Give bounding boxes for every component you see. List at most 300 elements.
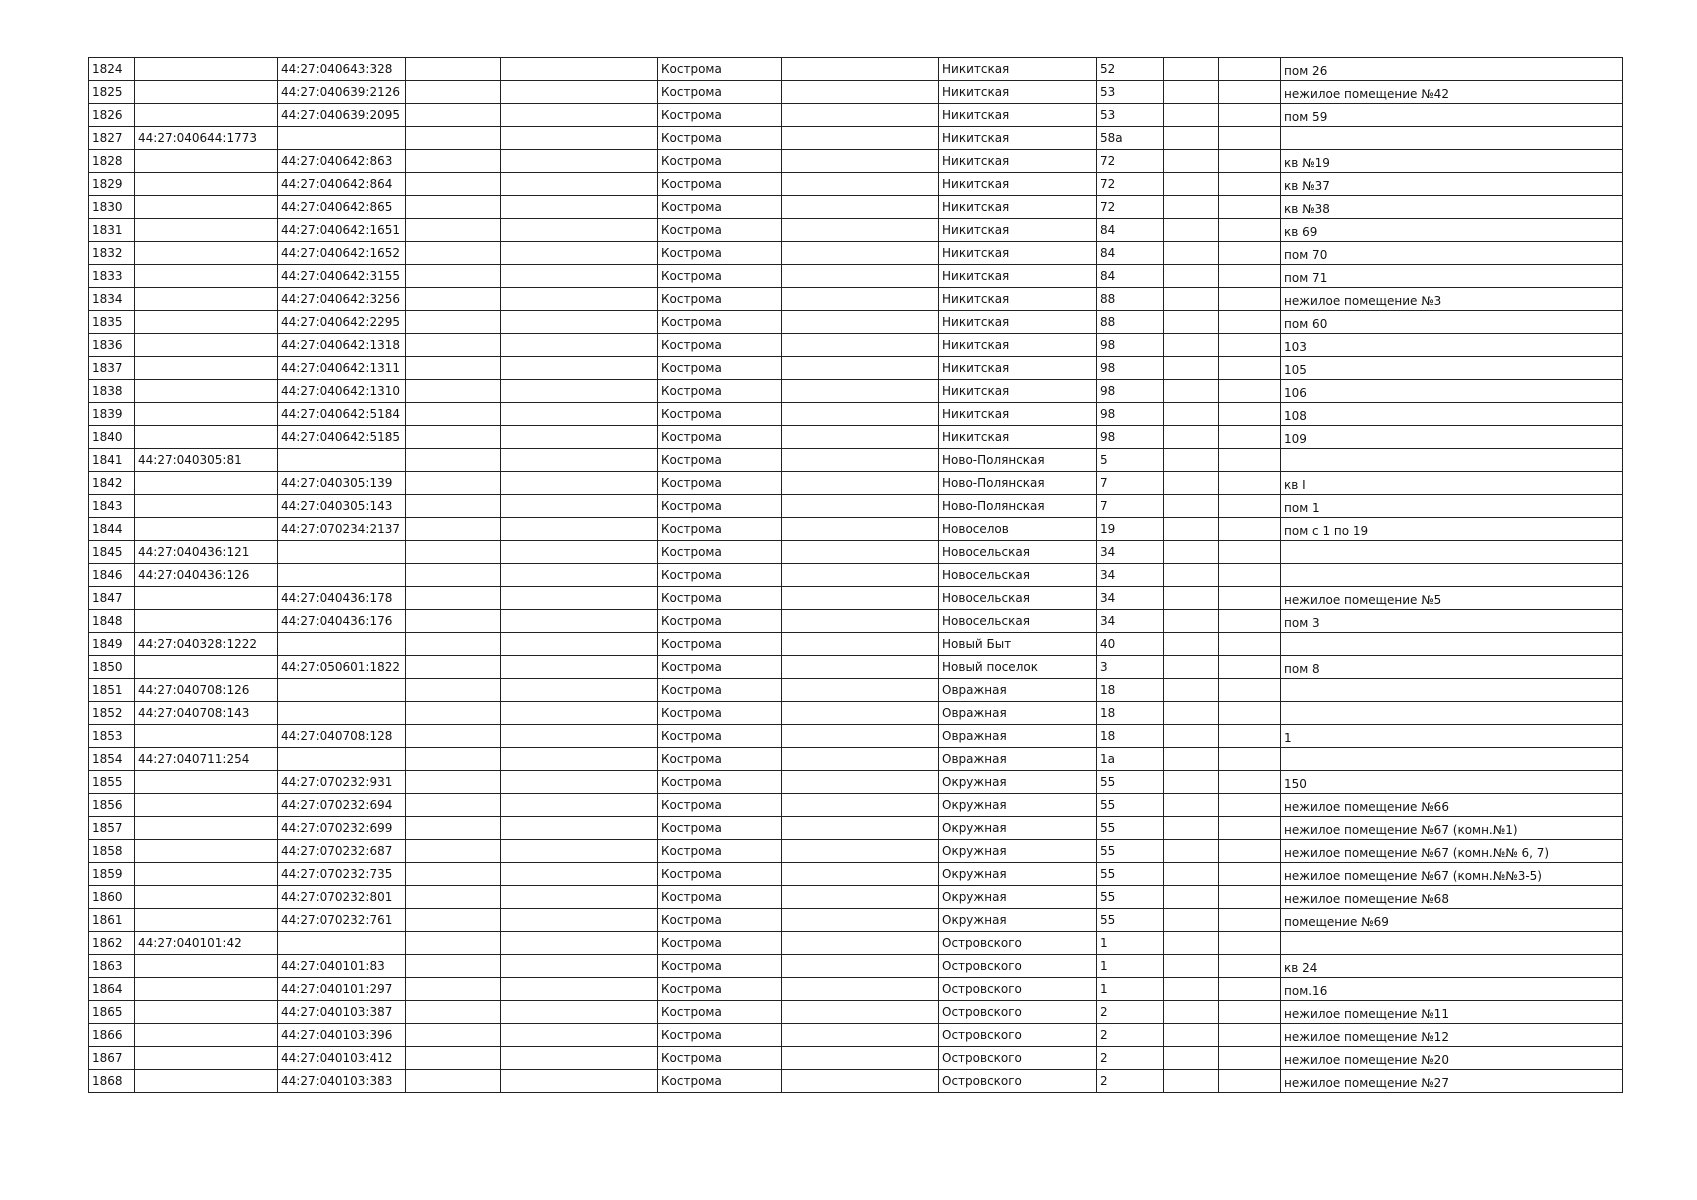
cell-empty [1219, 81, 1281, 104]
cell-empty [782, 909, 939, 932]
cell-empty [1219, 978, 1281, 1001]
cell-cadastral-number: 44:27:070232:699 [278, 817, 406, 840]
cell-premise [1281, 679, 1623, 702]
cell-land-cadastral-number: 44:27:040436:126 [135, 564, 278, 587]
cell-premise: нежилое помещение №66 [1281, 794, 1623, 817]
cell-empty [406, 771, 501, 794]
cell-empty [406, 173, 501, 196]
cell-empty [501, 863, 658, 886]
cell-premise: пом 8 [1281, 656, 1623, 679]
cell-street: Окружная [939, 840, 1097, 863]
cell-empty [406, 472, 501, 495]
cell-empty [501, 1024, 658, 1047]
cell-premise: пом 70 [1281, 242, 1623, 265]
cell-house: 1 [1097, 932, 1164, 955]
cell-empty [1164, 1070, 1219, 1093]
cell-house: 2 [1097, 1047, 1164, 1070]
cell-premise: кв I [1281, 472, 1623, 495]
cell-house: 55 [1097, 771, 1164, 794]
cell-land-cadastral-number [135, 1001, 278, 1024]
cell-house: 55 [1097, 909, 1164, 932]
cell-row-number: 1833 [89, 265, 135, 288]
cell-city: Кострома [658, 863, 782, 886]
cell-cadastral-number: 44:27:040103:383 [278, 1070, 406, 1093]
cell-empty [1164, 702, 1219, 725]
cell-premise: пом с 1 по 19 [1281, 518, 1623, 541]
cell-city: Кострома [658, 541, 782, 564]
cell-house: 1а [1097, 748, 1164, 771]
cell-house: 34 [1097, 587, 1164, 610]
cell-empty [1219, 449, 1281, 472]
cell-house: 18 [1097, 725, 1164, 748]
cell-row-number: 1828 [89, 150, 135, 173]
cell-empty [1164, 449, 1219, 472]
cell-empty [782, 58, 939, 81]
cell-row-number: 1847 [89, 587, 135, 610]
cell-row-number: 1858 [89, 840, 135, 863]
cell-premise: нежилое помещение №11 [1281, 1001, 1623, 1024]
cell-street: Окружная [939, 909, 1097, 932]
cell-row-number: 1824 [89, 58, 135, 81]
cell-premise: 106 [1281, 380, 1623, 403]
cell-empty [406, 564, 501, 587]
cell-row-number: 1857 [89, 817, 135, 840]
cell-premise: помещение №69 [1281, 909, 1623, 932]
cell-empty [782, 932, 939, 955]
cell-empty [782, 380, 939, 403]
cell-empty [782, 656, 939, 679]
cell-house: 2 [1097, 1024, 1164, 1047]
cell-city: Кострома [658, 955, 782, 978]
cell-city: Кострома [658, 495, 782, 518]
cell-empty [406, 426, 501, 449]
cell-empty [406, 909, 501, 932]
cell-street: Ново-Полянская [939, 495, 1097, 518]
cell-empty [1219, 518, 1281, 541]
cell-cadastral-number: 44:27:040642:1651 [278, 219, 406, 242]
cell-empty [782, 725, 939, 748]
cell-empty [782, 633, 939, 656]
cell-empty [406, 403, 501, 426]
cell-street: Овражная [939, 725, 1097, 748]
cell-house: 55 [1097, 840, 1164, 863]
cell-empty [501, 1001, 658, 1024]
cell-land-cadastral-number [135, 380, 278, 403]
table-row [89, 403, 1623, 426]
cell-premise: кв №37 [1281, 173, 1623, 196]
table-row [89, 495, 1623, 518]
table-row [89, 886, 1623, 909]
cell-land-cadastral-number [135, 288, 278, 311]
cell-row-number: 1849 [89, 633, 135, 656]
cell-land-cadastral-number [135, 403, 278, 426]
cell-empty [1219, 863, 1281, 886]
cell-empty [501, 357, 658, 380]
cell-street: Никитская [939, 288, 1097, 311]
cell-empty [1219, 150, 1281, 173]
cell-empty [1219, 771, 1281, 794]
cell-land-cadastral-number [135, 265, 278, 288]
cell-empty [1219, 380, 1281, 403]
cell-empty [501, 610, 658, 633]
cell-empty [406, 840, 501, 863]
table-row [89, 794, 1623, 817]
cell-empty [501, 587, 658, 610]
cell-premise: пом 71 [1281, 265, 1623, 288]
cell-premise [1281, 541, 1623, 564]
cell-empty [501, 748, 658, 771]
cell-empty [406, 265, 501, 288]
cell-house: 58а [1097, 127, 1164, 150]
cell-row-number: 1832 [89, 242, 135, 265]
cell-empty [501, 564, 658, 587]
cell-street: Овражная [939, 748, 1097, 771]
cell-street: Окружная [939, 886, 1097, 909]
cell-empty [1164, 587, 1219, 610]
cell-empty [1164, 955, 1219, 978]
cell-land-cadastral-number [135, 840, 278, 863]
table-row [89, 725, 1623, 748]
cell-cadastral-number: 44:27:040708:128 [278, 725, 406, 748]
cell-city: Кострома [658, 702, 782, 725]
cell-empty [782, 1070, 939, 1093]
cell-empty [406, 656, 501, 679]
cell-empty [501, 840, 658, 863]
cell-empty [1164, 610, 1219, 633]
table-row [89, 449, 1623, 472]
cell-land-cadastral-number [135, 1047, 278, 1070]
cell-city: Кострома [658, 886, 782, 909]
cell-premise: 1 [1281, 725, 1623, 748]
cell-empty [406, 1024, 501, 1047]
cell-empty [406, 357, 501, 380]
cell-empty [782, 449, 939, 472]
cell-row-number: 1831 [89, 219, 135, 242]
cell-street: Новосельская [939, 564, 1097, 587]
cell-empty [1164, 771, 1219, 794]
cell-street: Островского [939, 978, 1097, 1001]
cell-street: Никитская [939, 311, 1097, 334]
cell-empty [1164, 265, 1219, 288]
cell-street: Окружная [939, 771, 1097, 794]
cell-cadastral-number: 44:27:040436:178 [278, 587, 406, 610]
cell-premise: кв №38 [1281, 196, 1623, 219]
cell-premise: кв №19 [1281, 150, 1623, 173]
cell-empty [782, 81, 939, 104]
cell-empty [1164, 840, 1219, 863]
cell-empty [501, 81, 658, 104]
cell-empty [1164, 725, 1219, 748]
cell-cadastral-number: 44:27:070232:735 [278, 863, 406, 886]
cell-street: Никитская [939, 334, 1097, 357]
cell-street: Ново-Полянская [939, 472, 1097, 495]
cell-empty [782, 219, 939, 242]
cell-land-cadastral-number [135, 104, 278, 127]
cell-city: Кострома [658, 58, 782, 81]
cell-house: 19 [1097, 518, 1164, 541]
cell-empty [782, 886, 939, 909]
cell-house: 34 [1097, 564, 1164, 587]
cell-empty [782, 518, 939, 541]
cell-cadastral-number: 44:27:040103:412 [278, 1047, 406, 1070]
cell-city: Кострома [658, 173, 782, 196]
cell-empty [1219, 265, 1281, 288]
cell-empty [501, 656, 658, 679]
cell-city: Кострома [658, 127, 782, 150]
registry-table [88, 57, 1623, 1093]
cell-house: 84 [1097, 219, 1164, 242]
cell-empty [1219, 426, 1281, 449]
cell-empty [782, 794, 939, 817]
cell-empty [406, 495, 501, 518]
cell-house: 1 [1097, 978, 1164, 1001]
cell-land-cadastral-number: 44:27:040328:1222 [135, 633, 278, 656]
cell-empty [501, 403, 658, 426]
cell-row-number: 1850 [89, 656, 135, 679]
cell-row-number: 1836 [89, 334, 135, 357]
cell-empty [1164, 219, 1219, 242]
cell-land-cadastral-number [135, 311, 278, 334]
cell-cadastral-number: 44:27:040642:865 [278, 196, 406, 219]
cell-city: Кострома [658, 196, 782, 219]
cell-empty [501, 955, 658, 978]
cell-land-cadastral-number [135, 495, 278, 518]
cell-empty [1164, 1001, 1219, 1024]
cell-empty [1219, 932, 1281, 955]
cell-premise: нежилое помещение №67 (комн.№1) [1281, 817, 1623, 840]
cell-cadastral-number [278, 449, 406, 472]
table-row [89, 633, 1623, 656]
cell-premise: пом.16 [1281, 978, 1623, 1001]
cell-house: 18 [1097, 702, 1164, 725]
cell-premise: нежилое помещение №5 [1281, 587, 1623, 610]
cell-house: 98 [1097, 357, 1164, 380]
cell-city: Кострома [658, 748, 782, 771]
cell-house: 2 [1097, 1001, 1164, 1024]
cell-street: Новосельская [939, 541, 1097, 564]
cell-empty [406, 334, 501, 357]
cell-empty [1219, 909, 1281, 932]
cell-empty [501, 426, 658, 449]
cell-empty [406, 380, 501, 403]
cell-city: Кострома [658, 932, 782, 955]
cell-city: Кострома [658, 380, 782, 403]
cell-empty [406, 932, 501, 955]
cell-premise [1281, 127, 1623, 150]
cell-premise: 109 [1281, 426, 1623, 449]
cell-empty [782, 587, 939, 610]
cell-empty [501, 518, 658, 541]
cell-empty [782, 817, 939, 840]
cell-empty [1219, 817, 1281, 840]
cell-street: Никитская [939, 173, 1097, 196]
cell-street: Никитская [939, 81, 1097, 104]
cell-city: Кострома [658, 334, 782, 357]
cell-city: Кострома [658, 610, 782, 633]
cell-land-cadastral-number [135, 357, 278, 380]
cell-empty [406, 541, 501, 564]
cell-city: Кострома [658, 725, 782, 748]
cell-cadastral-number: 44:27:040642:1318 [278, 334, 406, 357]
cell-house: 7 [1097, 472, 1164, 495]
cell-empty [782, 403, 939, 426]
registry-table-body [89, 58, 1623, 1093]
cell-empty [1219, 242, 1281, 265]
cell-empty [501, 311, 658, 334]
cell-empty [782, 771, 939, 794]
cell-empty [1219, 587, 1281, 610]
cell-empty [1219, 679, 1281, 702]
cell-street: Никитская [939, 426, 1097, 449]
cell-row-number: 1841 [89, 449, 135, 472]
cell-empty [1164, 886, 1219, 909]
cell-empty [1219, 104, 1281, 127]
cell-empty [406, 127, 501, 150]
cell-empty [1219, 288, 1281, 311]
cell-empty [1219, 656, 1281, 679]
cell-street: Никитская [939, 58, 1097, 81]
cell-land-cadastral-number: 44:27:040711:254 [135, 748, 278, 771]
cell-empty [501, 817, 658, 840]
table-row [89, 955, 1623, 978]
cell-house: 55 [1097, 817, 1164, 840]
cell-row-number: 1866 [89, 1024, 135, 1047]
cell-empty [1164, 633, 1219, 656]
cell-row-number: 1829 [89, 173, 135, 196]
cell-premise: кв 69 [1281, 219, 1623, 242]
cell-empty [406, 311, 501, 334]
cell-land-cadastral-number [135, 334, 278, 357]
cell-street: Окружная [939, 794, 1097, 817]
cell-empty [782, 863, 939, 886]
table-row [89, 196, 1623, 219]
cell-empty [1164, 932, 1219, 955]
cell-cadastral-number: 44:27:070232:931 [278, 771, 406, 794]
cell-empty [782, 955, 939, 978]
cell-city: Кострома [658, 518, 782, 541]
cell-empty [1219, 955, 1281, 978]
cell-house: 5 [1097, 449, 1164, 472]
cell-empty [501, 978, 658, 1001]
cell-empty [782, 748, 939, 771]
cell-cadastral-number: 44:27:070232:694 [278, 794, 406, 817]
cell-street: Островского [939, 1070, 1097, 1093]
cell-empty [406, 679, 501, 702]
cell-row-number: 1865 [89, 1001, 135, 1024]
cell-city: Кострома [658, 403, 782, 426]
cell-house: 84 [1097, 265, 1164, 288]
cell-empty [406, 449, 501, 472]
cell-empty [501, 1047, 658, 1070]
cell-empty [1219, 127, 1281, 150]
cell-street: Никитская [939, 196, 1097, 219]
cell-empty [1164, 242, 1219, 265]
cell-empty [782, 564, 939, 587]
cell-empty [782, 288, 939, 311]
cell-cadastral-number [278, 748, 406, 771]
cell-city: Кострома [658, 472, 782, 495]
cell-city: Кострома [658, 978, 782, 1001]
cell-empty [501, 219, 658, 242]
cell-empty [501, 702, 658, 725]
cell-empty [782, 1001, 939, 1024]
cell-street: Никитская [939, 104, 1097, 127]
cell-empty [501, 380, 658, 403]
cell-empty [782, 334, 939, 357]
cell-cadastral-number: 44:27:040101:297 [278, 978, 406, 1001]
cell-street: Никитская [939, 242, 1097, 265]
table-row [89, 518, 1623, 541]
cell-land-cadastral-number [135, 58, 278, 81]
cell-premise: нежилое помещение №27 [1281, 1070, 1623, 1093]
cell-empty [406, 748, 501, 771]
cell-land-cadastral-number [135, 771, 278, 794]
cell-street: Островского [939, 932, 1097, 955]
cell-house: 55 [1097, 794, 1164, 817]
cell-city: Кострома [658, 794, 782, 817]
cell-empty [782, 357, 939, 380]
cell-empty [406, 610, 501, 633]
table-row [89, 380, 1623, 403]
cell-street: Островского [939, 1047, 1097, 1070]
cell-empty [501, 242, 658, 265]
cell-empty [406, 587, 501, 610]
cell-empty [782, 472, 939, 495]
cell-row-number: 1825 [89, 81, 135, 104]
cell-empty [1219, 495, 1281, 518]
cell-empty [1164, 311, 1219, 334]
cell-empty [1164, 863, 1219, 886]
table-row [89, 1070, 1623, 1093]
cell-cadastral-number: 44:27:040642:1652 [278, 242, 406, 265]
cell-premise [1281, 702, 1623, 725]
cell-empty [406, 196, 501, 219]
table-row [89, 679, 1623, 702]
cell-city: Кострома [658, 656, 782, 679]
cell-land-cadastral-number [135, 587, 278, 610]
cell-premise: 103 [1281, 334, 1623, 357]
cell-house: 2 [1097, 1070, 1164, 1093]
cell-premise: 150 [1281, 771, 1623, 794]
cell-row-number: 1853 [89, 725, 135, 748]
cell-row-number: 1844 [89, 518, 135, 541]
cell-empty [782, 702, 939, 725]
cell-house: 3 [1097, 656, 1164, 679]
cell-empty [782, 265, 939, 288]
cell-land-cadastral-number [135, 518, 278, 541]
cell-land-cadastral-number [135, 242, 278, 265]
cell-empty [782, 242, 939, 265]
cell-empty [1219, 794, 1281, 817]
cell-cadastral-number [278, 702, 406, 725]
cell-land-cadastral-number [135, 196, 278, 219]
cell-city: Кострома [658, 587, 782, 610]
table-row [89, 242, 1623, 265]
table-row [89, 472, 1623, 495]
cell-empty [501, 541, 658, 564]
cell-street: Окружная [939, 817, 1097, 840]
cell-empty [782, 610, 939, 633]
cell-row-number: 1861 [89, 909, 135, 932]
cell-city: Кострома [658, 909, 782, 932]
cell-empty [406, 288, 501, 311]
cell-row-number: 1843 [89, 495, 135, 518]
cell-house: 53 [1097, 104, 1164, 127]
cell-house: 98 [1097, 380, 1164, 403]
cell-city: Кострома [658, 449, 782, 472]
cell-row-number: 1860 [89, 886, 135, 909]
cell-premise: пом 60 [1281, 311, 1623, 334]
